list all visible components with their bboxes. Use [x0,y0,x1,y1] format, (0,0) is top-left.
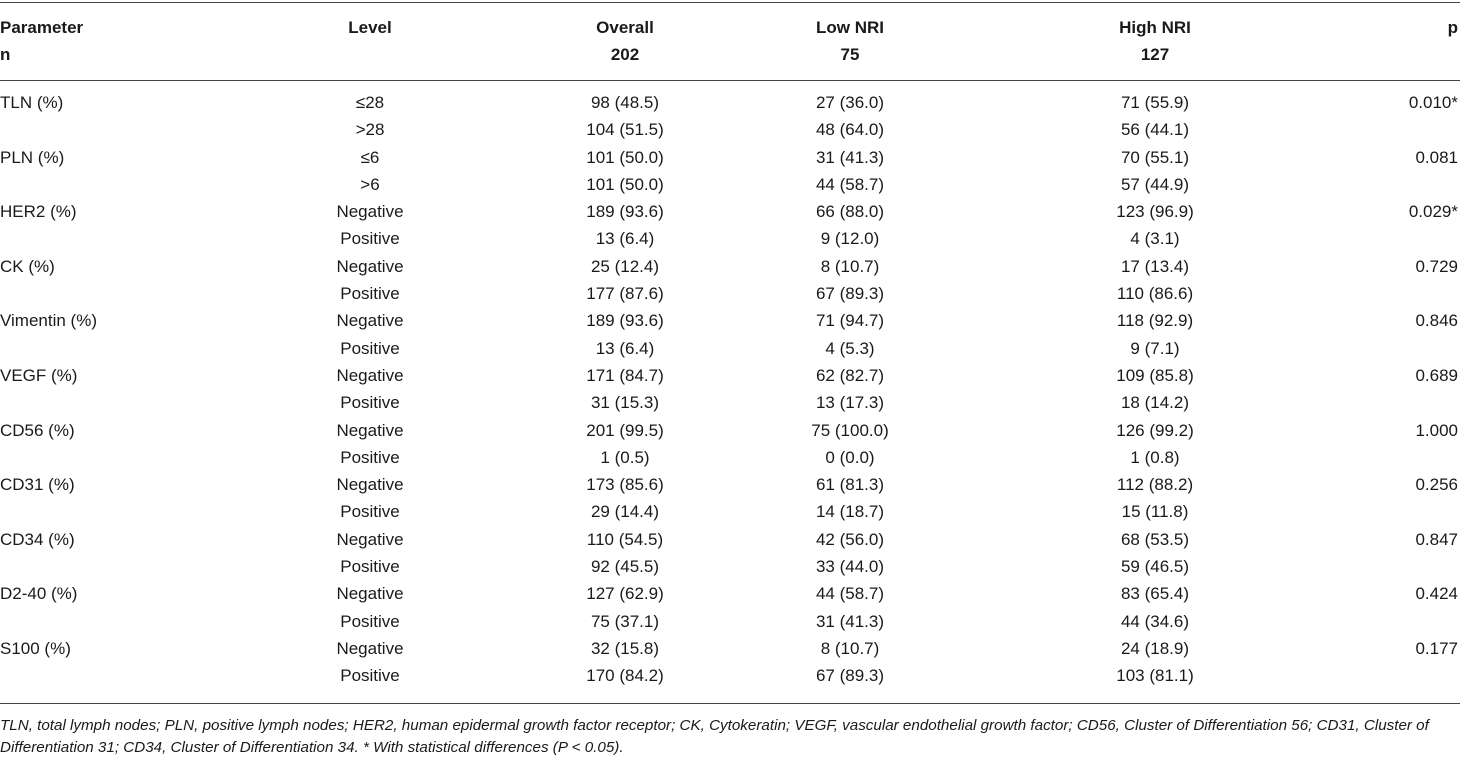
header-overall [500,14,750,68]
top-rule [0,2,1460,3]
header-high-n: 127 [1140,45,1170,64]
cell-parameter: S100 (%) [0,638,71,658]
header-level [250,14,490,41]
cell-p-value: 0.846 [1415,311,1458,331]
cell-high-nri: 24 (18.9) [1120,638,1190,658]
cell-overall: 101 (50.0) [586,174,664,194]
cell-low-nri: 31 (41.3) [815,611,885,631]
table-row [0,417,1460,444]
header-p [1338,14,1458,41]
cell-p-value: 0.081 [1415,147,1458,167]
table-row [0,580,1460,607]
cell-low-nri: 71 (94.7) [815,311,885,331]
cell-low-nri: 62 (82.7) [815,365,885,385]
cell-parameter: VEGF (%) [0,365,78,385]
cell-parameter: CD34 (%) [0,529,75,549]
cell-low-nri: 44 (58.7) [815,174,885,194]
header-parameter [0,14,250,68]
cell-high-nri: 83 (65.4) [1120,584,1190,604]
cell-high-nri: 112 (88.2) [1116,475,1194,495]
cell-low-nri: 67 (89.3) [815,666,885,686]
header-high-nri [1030,14,1280,68]
cell-low-nri: 48 (64.0) [815,120,885,140]
cell-low-nri: 27 (36.0) [815,93,885,112]
cell-overall: 171 (84.7) [586,365,664,385]
cell-low-nri: 0 (0.0) [825,447,875,467]
cell-low-nri: 66 (88.0) [815,202,885,222]
cell-high-nri: 110 (86.6) [1116,284,1194,304]
bottom-rule [0,703,1460,704]
cell-high-nri: 44 (34.6) [1120,611,1190,631]
cell-parameter: Vimentin (%) [0,311,97,331]
table-row [0,253,1460,280]
cell-overall: 1 (0.5) [600,447,650,467]
cell-overall: 13 (6.4) [595,338,655,358]
cell-p-value: 1.000 [1415,420,1458,440]
table-row [0,553,1460,580]
header-level-label: Level [348,18,392,37]
cell-high-nri: 15 (11.8) [1121,502,1189,522]
cell-overall: 101 (50.0) [586,147,664,167]
cell-level: Positive [340,284,400,304]
cell-overall: 127 (62.9) [586,584,664,604]
cell-p-value: 0.029* [1408,202,1458,222]
cell-level: Positive [340,229,400,249]
table-row [0,116,1460,143]
cell-low-nri: 75 (100.0) [811,420,889,440]
table-row [0,198,1460,225]
cell-parameter: CD56 (%) [0,420,75,440]
cell-level: Positive [340,393,400,413]
cell-high-nri: 70 (55.1) [1120,147,1190,167]
cell-level: Negative [336,475,404,495]
cell-overall: 75 (37.1) [590,611,660,631]
cell-level: Positive [340,502,400,522]
cell-p-value: 0.177 [1415,638,1458,658]
cell-level: Negative [336,420,404,440]
header-overall-n: 202 [610,45,640,64]
cell-overall: 92 (45.5) [590,557,660,577]
cell-level: Negative [336,202,404,222]
cell-high-nri: 71 (55.9) [1120,93,1190,112]
cell-overall: 177 (87.6) [586,284,664,304]
table-row [0,225,1460,252]
cell-high-nri: 118 (92.9) [1116,311,1194,331]
table-row [0,171,1460,198]
cell-low-nri: 67 (89.3) [815,284,885,304]
table-row [0,362,1460,389]
cell-level: Negative [336,584,404,604]
table-row [0,635,1460,662]
cell-overall: 98 (48.5) [590,93,660,112]
cell-overall: 170 (84.2) [586,666,664,686]
cell-level: Positive [340,666,400,686]
table-row [0,444,1460,471]
table-row [0,335,1460,362]
cell-parameter: CK (%) [0,256,55,276]
header-overall-label: Overall [596,18,654,37]
cell-overall: 173 (85.6) [586,475,664,495]
cell-p-value: 0.010* [1408,93,1458,112]
cell-high-nri: 4 (3.1) [1130,229,1180,249]
cell-high-nri: 57 (44.9) [1120,174,1190,194]
cell-level: Positive [340,338,400,358]
header-p-label: p [1447,18,1458,37]
cell-level: Positive [340,447,400,467]
cell-low-nri: 44 (58.7) [815,584,885,604]
cell-level: ≤28 [355,93,385,112]
table-row [0,471,1460,498]
table-row [0,662,1460,689]
table-row [0,144,1460,171]
cell-overall: 104 (51.5) [586,120,664,140]
cell-overall: 25 (12.4) [590,256,660,276]
cell-parameter: CD31 (%) [0,475,75,495]
cell-low-nri: 42 (56.0) [815,529,885,549]
cell-level: Negative [336,311,404,331]
cell-overall: 189 (93.6) [586,202,664,222]
cell-level: Negative [336,638,404,658]
cell-low-nri: 4 (5.3) [825,338,875,358]
cell-high-nri: 1 (0.8) [1130,447,1180,467]
cell-overall: 32 (15.8) [590,638,660,658]
cell-p-value: 0.847 [1415,529,1458,549]
header-high-label: High NRI [1119,18,1191,37]
table-row [0,307,1460,334]
cell-low-nri: 61 (81.3) [815,475,885,495]
cell-parameter: TLN (%) [0,93,64,112]
cell-high-nri: 68 (53.5) [1120,529,1190,549]
cell-high-nri: 59 (46.5) [1120,557,1190,577]
table-row [0,498,1460,525]
table-row [0,89,1460,116]
header-n-label: n [0,45,11,64]
cell-high-nri: 9 (7.1) [1130,338,1180,358]
header-low-nri [720,14,980,68]
cell-parameter: PLN (%) [0,147,65,167]
cell-p-value: 0.256 [1415,475,1458,495]
cell-high-nri: 18 (14.2) [1120,393,1190,413]
cell-high-nri: 123 (96.9) [1116,202,1194,222]
cell-overall: 201 (99.5) [586,420,664,440]
cell-high-nri: 56 (44.1) [1120,120,1190,140]
cell-low-nri: 8 (10.7) [820,256,880,276]
cell-level: ≤6 [360,147,380,167]
cell-high-nri: 17 (13.4) [1120,256,1190,276]
cell-level: Negative [336,365,404,385]
table-body [0,89,1460,690]
cell-level: Negative [336,529,404,549]
cell-level: Positive [340,557,400,577]
cell-p-value: 0.729 [1415,256,1458,276]
cell-high-nri: 109 (85.8) [1116,365,1194,385]
header-low-label: Low NRI [816,18,884,37]
header-rule [0,80,1460,81]
cell-parameter: D2-40 (%) [0,584,78,604]
table-row [0,280,1460,307]
cell-level: >6 [360,174,380,194]
cell-overall: 31 (15.3) [590,393,660,413]
cell-overall: 189 (93.6) [586,311,664,331]
cell-low-nri: 9 (12.0) [820,229,880,249]
table-row [0,389,1460,416]
table-row [0,608,1460,635]
header-low-n: 75 [840,45,860,64]
cell-low-nri: 31 (41.3) [815,147,885,167]
cell-high-nri: 126 (99.2) [1116,420,1194,440]
cell-level: >28 [355,120,385,140]
cell-parameter: HER2 (%) [0,202,77,222]
cell-overall: 29 (14.4) [590,502,660,522]
table-header [0,14,1460,76]
cell-overall: 110 (54.5) [586,529,664,549]
cell-p-value: 0.424 [1415,584,1458,604]
cell-low-nri: 14 (18.7) [815,502,885,522]
cell-low-nri: 33 (44.0) [815,557,885,577]
cell-level: Positive [340,611,400,631]
cell-p-value: 0.689 [1415,365,1458,385]
cell-low-nri: 8 (10.7) [820,638,880,658]
table-footnote: TLN, total lymph nodes; PLN, positive lymph nodes; HER2, human epidermal growth factor receptor; CK, Cytokeratin; VEGF, vascular endothelial growth factor; CD56, Cluster of Differentiation 56; CD31, Cluster of Differentiation 31; CD34, Cluster of Differentiation 34. * With statistical differences (P < 0.05). [0,717,1429,756]
cell-high-nri: 103 (81.1) [1116,666,1194,686]
cell-overall: 13 (6.4) [595,229,655,249]
cell-low-nri: 13 (17.3) [815,393,885,413]
header-parameter-label: Parameter [0,18,84,37]
table-row [0,526,1460,553]
cell-level: Negative [336,256,404,276]
